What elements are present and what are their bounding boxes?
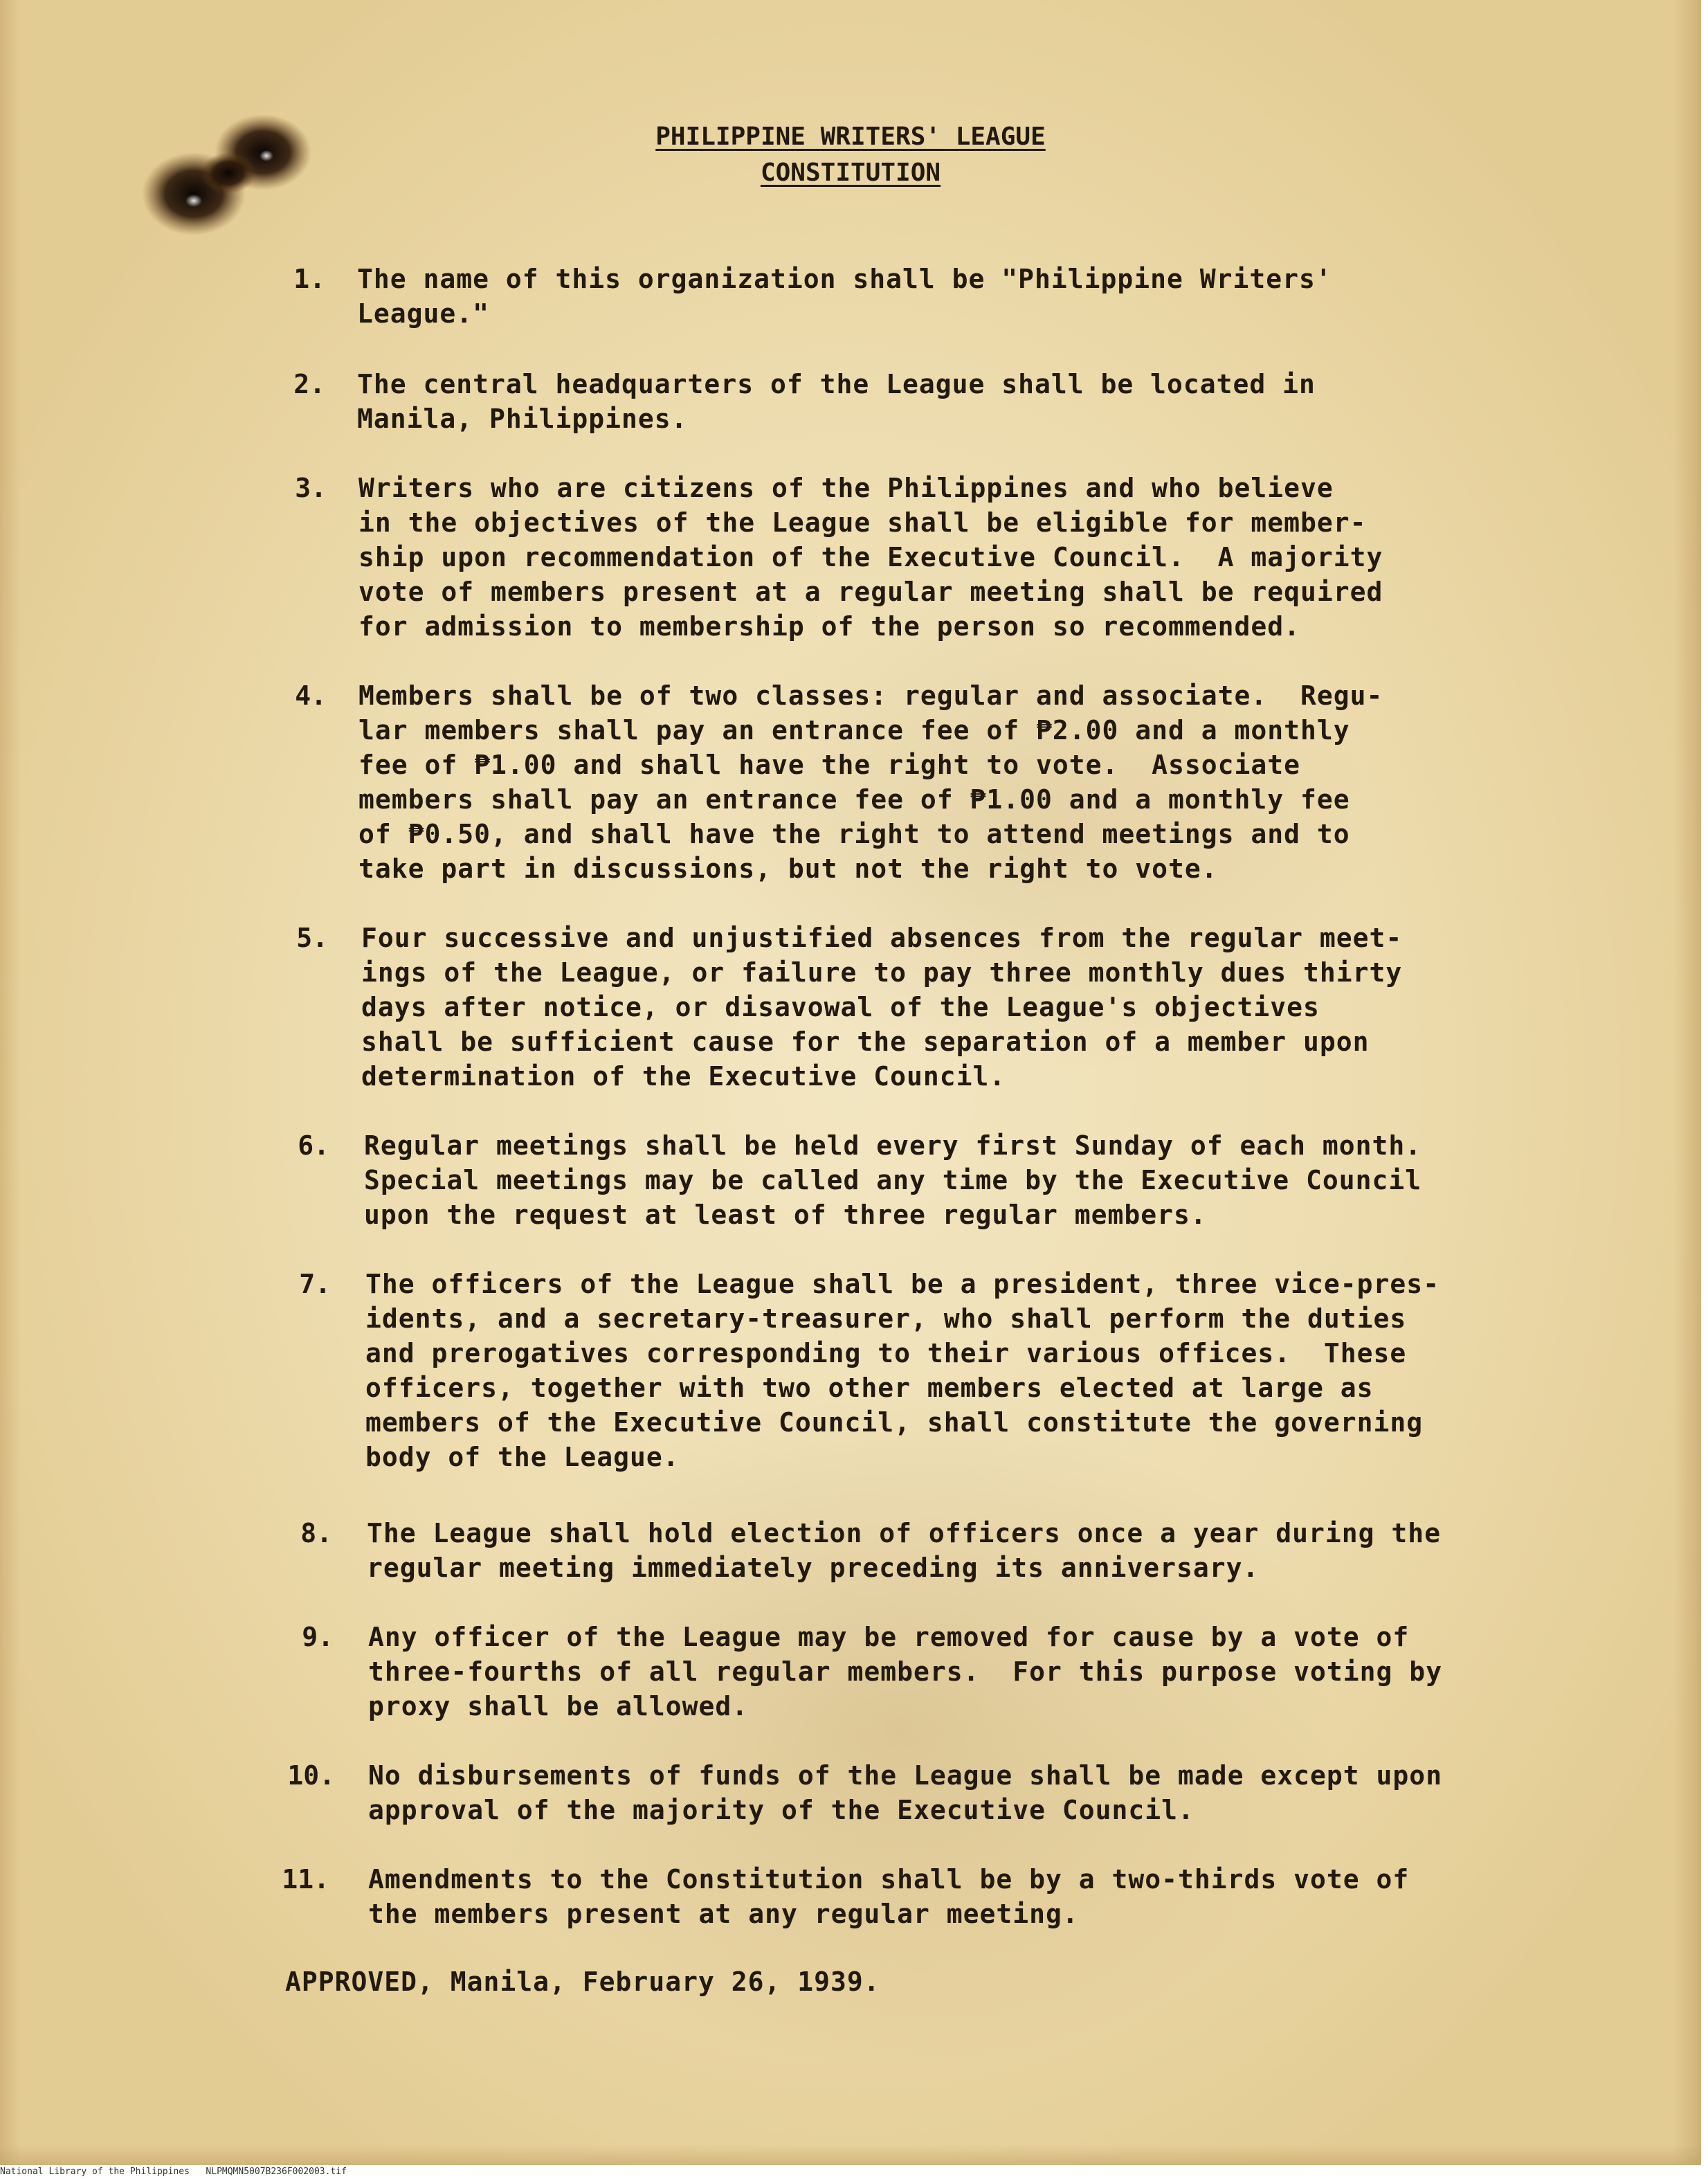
article-line: regular meeting immediately preceding its anniversary. <box>367 1553 1260 1583</box>
article-line: members of the Executive Council, shall constitute the governing <box>365 1407 1424 1438</box>
paper-edge-bottom <box>0 2144 1701 2165</box>
article-line: The officers of the League shall be a president, three vice-pres- <box>365 1269 1440 1299</box>
article-line: shall be sufficient cause for the separation of a member upon <box>361 1027 1370 1057</box>
archive-footer <box>0 2165 1708 2179</box>
article-number: 1. <box>293 264 325 294</box>
article-number: 4. <box>295 680 327 711</box>
article-line: Four successive and unjustified absences from the regular meet- <box>361 923 1403 953</box>
article-line: Amendments to the Constitution shall be by a two-thirds vote of <box>368 1864 1410 1895</box>
approval-line: APPROVED, Manila, February 26, 1939. <box>285 1966 880 1997</box>
article-number: 3. <box>295 473 327 503</box>
article-line: body of the League. <box>365 1442 680 1472</box>
article-number: 11. <box>282 1864 329 1895</box>
article-number: 9. <box>302 1622 334 1652</box>
article-line: League." <box>357 298 490 329</box>
article-line: approval of the majority of the Executive Council. <box>368 1795 1194 1825</box>
article-number: 10. <box>287 1760 335 1791</box>
article-line: and prerogatives corresponding to their various offices. These <box>365 1338 1407 1368</box>
article-number: 7. <box>299 1269 331 1299</box>
article-line: Regular meetings shall be held every first Sunday of each month. <box>364 1130 1422 1161</box>
article-line: take part in discussions, but not the right to vote. <box>358 853 1218 884</box>
article-line: Special meetings may be called any time by the Executive Council <box>364 1165 1422 1195</box>
article-line: ings of the League, or failure to pay three monthly dues thirty <box>361 957 1403 988</box>
article-number: 6. <box>298 1130 329 1161</box>
article-line: idents, and a secretary-treasurer, who shall perform the duties <box>365 1303 1407 1334</box>
article-number: 2. <box>293 369 325 399</box>
article-line: The central headquarters of the League shall be located in <box>357 369 1316 399</box>
article-line: members shall pay an entrance fee of ₱1.00 and a monthly fee <box>358 784 1350 815</box>
article-line: three-fourths of all regular members. For this purpose voting by <box>368 1656 1443 1687</box>
article-line: Any officer of the League may be removed for cause by a vote of <box>368 1622 1410 1652</box>
article-line: The name of this organization shall be "Philippine Writers' <box>357 264 1332 294</box>
article-number: 8. <box>300 1518 332 1548</box>
article-number: 5. <box>296 923 328 953</box>
article-line: lar members shall pay an entrance fee of ₱2.00 and a monthly <box>358 715 1350 745</box>
article-line: the members present at any regular meeting. <box>368 1899 1079 1929</box>
file-id: NLPMQMN5007B236F002003.tif <box>206 2167 347 2177</box>
article-line: proxy shall be allowed. <box>368 1691 749 1721</box>
article-line: officers, together with two other members elected at large as <box>365 1373 1374 1403</box>
article-line: in the objectives of the League shall be eligible for member- <box>358 507 1367 538</box>
article-line: No disbursements of funds of the League shall be made except upon <box>368 1760 1443 1791</box>
article-line: of ₱0.50, and shall have the right to attend meetings and to <box>358 819 1350 849</box>
article-line: The League shall hold election of officers once a year during the <box>367 1518 1442 1548</box>
article-line: upon the request at least of three regular members. <box>364 1200 1207 1230</box>
document-title: PHILIPPINE WRITERS' LEAGUE <box>655 123 1046 151</box>
paper-edge-left <box>0 0 21 2165</box>
article-line: Writers who are citizens of the Philippines and who believe <box>358 473 1334 503</box>
article-line: Manila, Philippines. <box>357 404 688 434</box>
article-line: for admission to membership of the person so recommended. <box>358 611 1301 642</box>
paper-edge-right <box>1673 0 1701 2165</box>
article-line: Members shall be of two classes: regular and associate. Regu- <box>358 680 1383 711</box>
article-line: ship upon recommendation of the Executive Council. A majority <box>358 542 1383 572</box>
article-line: days after notice, or disavowal of the League's objectives <box>361 992 1320 1022</box>
article-line: determination of the Executive Council. <box>361 1061 1006 1092</box>
article-line: fee of ₱1.00 and shall have the right to vote. Associate <box>358 750 1301 780</box>
library-name: National Library of the Philippines <box>0 2167 190 2177</box>
document-subtitle: CONSTITUTION <box>760 159 941 187</box>
article-line: vote of members present at a regular meeting shall be required <box>358 577 1383 607</box>
